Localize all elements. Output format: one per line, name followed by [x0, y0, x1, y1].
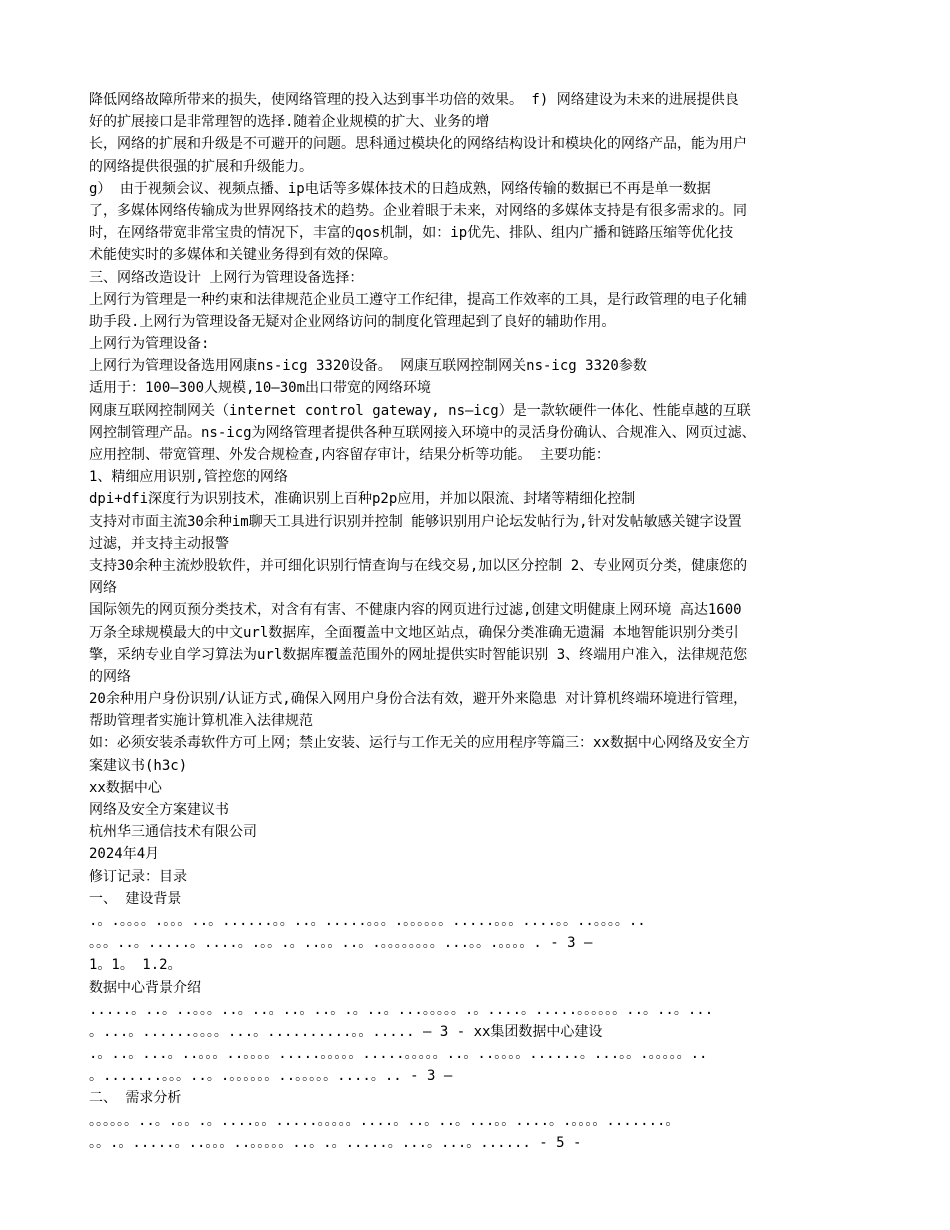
text-line: 时，在网络带宽非常宝贵的情况下，丰富的qos机制，如：ip优先、排队、组内广播和链路压缩等优化技: [89, 225, 734, 242]
text-line: 网康互联网控制网关（internet control gateway, ns—icg）是一款软硬件一体化、性能卓越的互联: [89, 402, 751, 419]
text-line: 网络: [89, 580, 117, 597]
text-line: 案建议书(h3c): [89, 757, 188, 774]
text-line: 。。。..。.....。....。.。。.。..。。..。.。。。。。。。。...。。.。。。。. - 3 —: [89, 935, 593, 952]
text-line: 1、精细应用识别,管控您的网络: [89, 469, 288, 486]
text-line: 。。.。.....。..。。。..。。。。。..。.。.....。...。...。...... - 5 -: [89, 1134, 582, 1151]
text-line: 1。1。 1.2。: [89, 957, 182, 974]
text-line: 应用控制、带宽管理、外发合规检查,内容留存审计，结果分析等功能。 主要功能：: [89, 447, 610, 463]
text-line: .。.。。。。.。。。..。......。。..。.....。。。.。。。。。。.....。。。....。。..。。。。..: [89, 912, 646, 929]
text-line: 。.......。。。..。.。。。。。。..。。。。。....。.. - 3 —: [89, 1068, 453, 1085]
text-line: .。..。...。..。。。..。。。。.....。。。。。.....。。。。。..。..。。。。......。...。。.。。。。。..: [89, 1046, 708, 1063]
text-line: 上网行为管理设备选用网康ns-icg 3320设备。 网康互联网控制网关ns-icg 3320参数: [89, 358, 647, 375]
text-line: xx数据中心: [89, 779, 162, 796]
text-line: 国际领先的网页预分类技术，对含有有害、不健康内容的网页进行过滤,创建文明健康上网环境 高达1600: [89, 602, 742, 619]
text-line: g） 由于视频会议、视频点播、ip电话等多媒体技术的日趋成熟，网络传输的数据已不再是单一数据: [89, 180, 711, 197]
text-line: 网控制管理产品。ns-icg为网络管理者提供各种互联网接入环境中的灵活身份确认、合规准入、网页过滤、: [89, 424, 756, 441]
text-line: 了，多媒体网络传输成为世界网络技术的趋势。企业着眼于未来，对网络的多媒体支持是有很多需求的。同: [89, 202, 747, 219]
text-line: 网络及安全方案建议书: [89, 802, 229, 818]
text-line: 修订记录：目录: [89, 868, 187, 885]
text-line: 杭州华三通信技术有限公司: [89, 824, 257, 841]
text-line: 支持对市面主流30余种im聊天工具进行识别并控制 能够识别用户论坛发帖行为,针对发帖敏感关键字设置: [89, 513, 742, 530]
text-line: 二、 需求分析: [89, 1090, 182, 1107]
text-line: 擎，采纳专业自学习算法为url数据库覆盖范围外的网址提供实时智能识别 3、终端用户准入，法律规范您: [89, 646, 748, 663]
text-line: 20余种用户身份识别/认证方式,确保入网用户身份合法有效，避开外来隐患 对计算机终端环境进行管理，: [89, 691, 748, 708]
text-line: 过滤，并支持主动报警: [89, 535, 229, 552]
text-line: 。...。......。。。。...。..........。。..... — 3 - xx集团数据中心建设: [89, 1023, 603, 1040]
text-line: .....。..。..。。。..。..。..。..。.。..。...。。。。。.。....。.....。。。。。。..。..。...: [89, 1001, 714, 1018]
text-line: 支持30余种主流炒股软件，并可细化识别行情查询与在线交易,加以区分控制 2、专业网页分类，健康您的: [89, 557, 748, 574]
text-line: 的网络: [89, 668, 131, 685]
text-line: 长，网络的扩展和升级是不可避开的问题。思科通过模块化的网络结构设计和模块化的网络产品，能为用户: [89, 136, 747, 153]
document-page: [89, 89, 861, 1154]
text-line: 的网络提供很强的扩展和升级能力。: [89, 158, 313, 175]
text-line: 术能使实时的多媒体和关键业务得到有效的保障。: [89, 247, 397, 264]
text-line: 2024年4月: [89, 846, 160, 863]
text-line: 万条全球规模最大的中文url数据库，全面覆盖中文地区站点，确保分类准确无遗漏 本地智能识别分类引: [89, 624, 739, 641]
text-line: 上网行为管理设备:: [89, 336, 210, 353]
text-line: 帮助管理者实施计算机准入法律规范: [89, 713, 313, 730]
text-line: 好的扩展接口是非常理智的选择.随着企业规模的扩大、业务的增: [89, 114, 490, 131]
text-line: 如：必须安装杀毒软件方可上网；禁止安装、运行与工作无关的应用程序等篇三：xx数据中心网络及安全方: [89, 735, 750, 752]
text-line: 助手段.上网行为管理设备无疑对企业网络访问的制度化管理起到了良好的辅助作用。: [89, 313, 616, 330]
text-line: 上网行为管理是一种约束和法律规范企业员工遵守工作纪律，提高工作效率的工具，是行政管理的电子化辅: [89, 291, 747, 308]
text-line: 一、 建设背景: [89, 890, 182, 907]
text-line: 适用于：100—300人规模,10—30m出口带宽的网络环境: [89, 380, 432, 397]
text-line: dpi+dfi深度行为识别技术，准确识别上百种p2p应用，并加以限流、封堵等精细化控制: [89, 491, 636, 508]
text-line: 。。。。。。..。.。。.。....。。.....。。。。。....。..。..。...。。....。.。。。。.......。: [89, 1112, 680, 1129]
text-line: 降低网络故障所带来的损失，使网络管理的投入达到事半功倍的效果。 f) 网络建设为未来的进展提供良: [89, 92, 739, 108]
text-line: 三、网络改造设计 上网行为管理设备选择：: [89, 269, 364, 286]
text-line: 数据中心背景介绍: [89, 979, 201, 996]
